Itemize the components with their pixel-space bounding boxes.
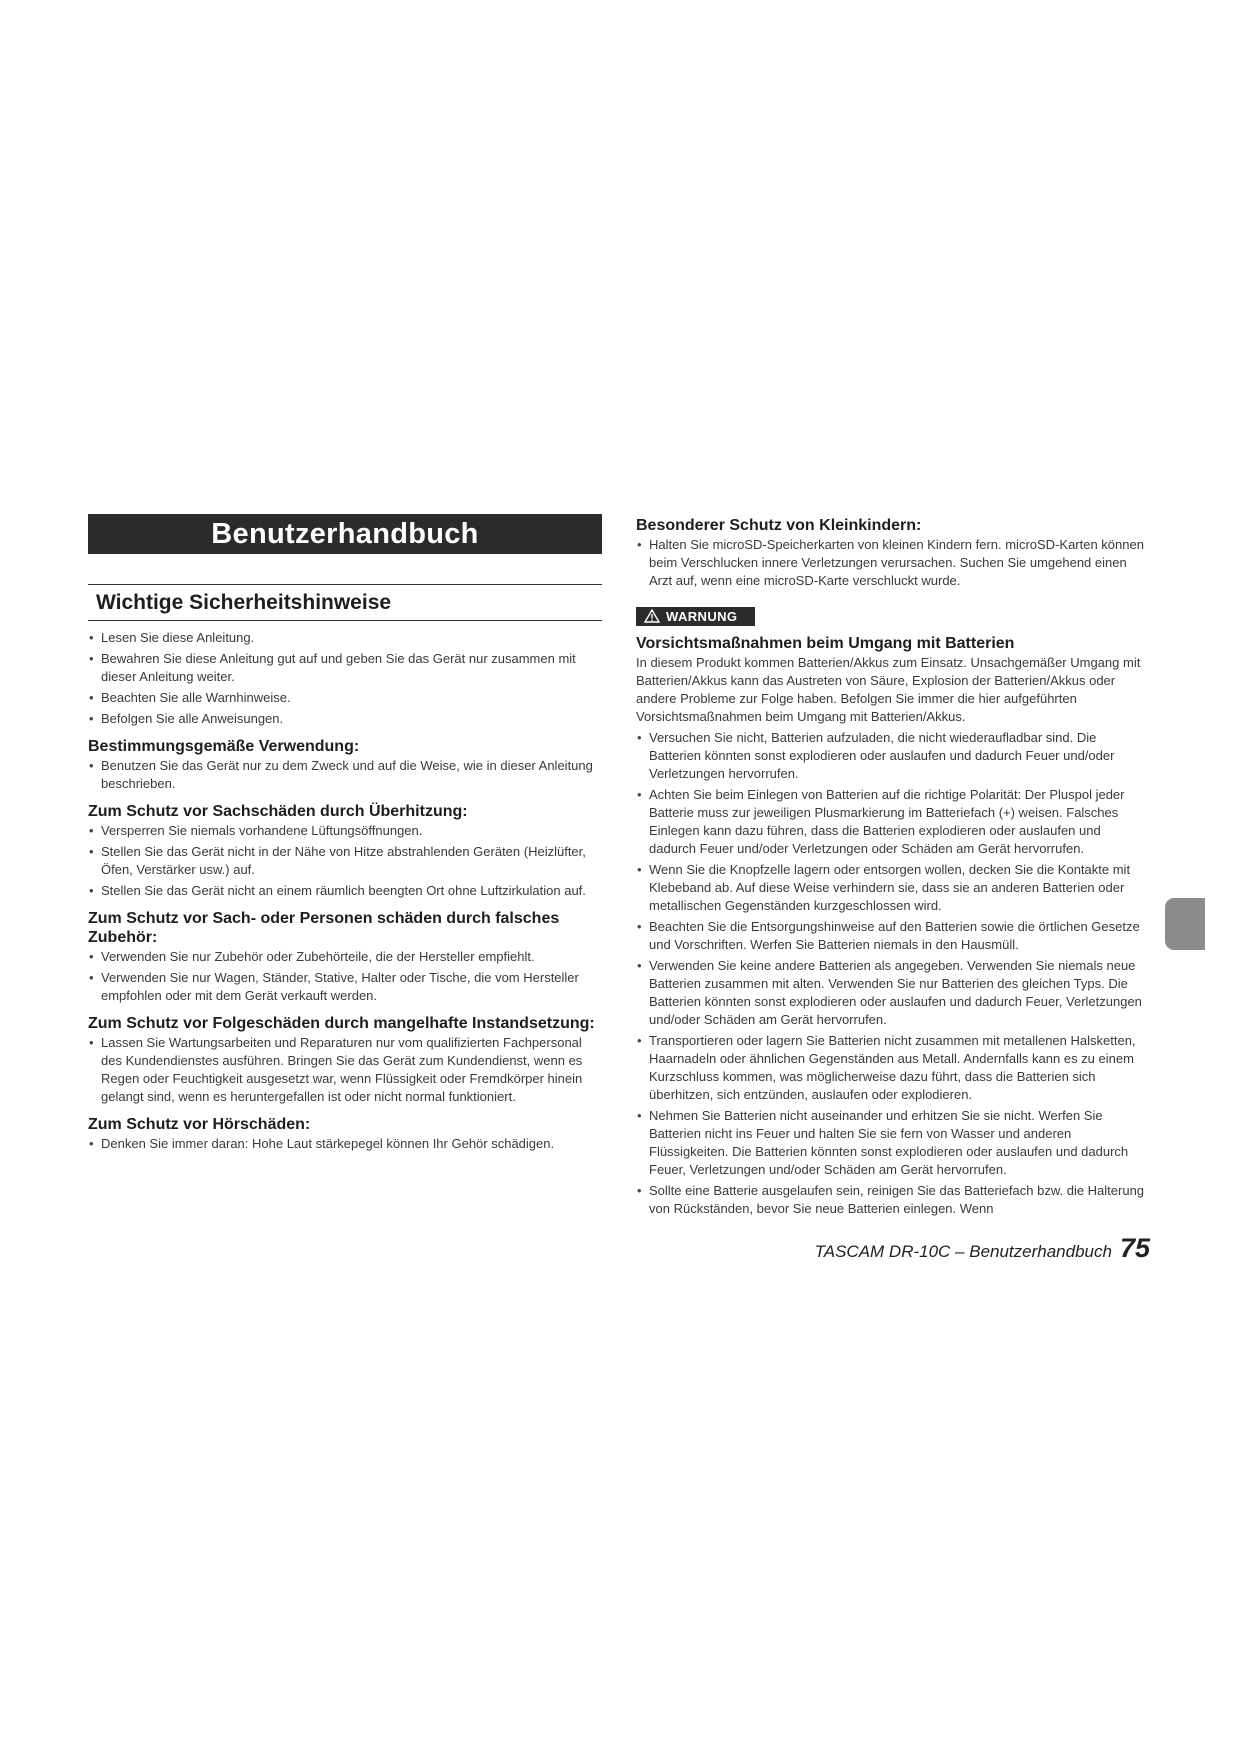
subsection-intended-use — [88, 737, 602, 793]
list-item: • Beachten Sie die Entsorgungshinweise auf den Batterien sowie die örtlichen Gesetze und Vorschriften. Werfen Sie Batterien niemals in den Hausmüll. — [636, 918, 1151, 954]
list-item: • Benutzen Sie das Gerät nur zu dem Zweck und auf die Weise, wie in dieser Anleitung beschrieben. — [88, 757, 602, 793]
subsection-accessories — [88, 909, 602, 1005]
warning-text: WARNUNG — [666, 609, 738, 624]
list-item: • Verwenden Sie nur Zubehör oder Zubehörteile, die der Hersteller empfiehlt. — [88, 948, 602, 966]
list-item: • Lesen Sie diese Anleitung. — [88, 629, 602, 647]
subsection-heading: Vorsichtsmaßnahmen beim Umgang mit Batterien — [636, 635, 1015, 652]
list-item: • Verwenden Sie keine andere Batterien als angegeben. Verwenden Sie niemals neue Batterien zusammen mit alten. Verwenden Sie nur Batterien des gleichen Typs. Die Batterien könnten sonst explodieren oder auslaufen und dadurch Feuer, Verletzungen und/oder Schäden am Gerät hervorrufen. — [636, 957, 1151, 1029]
page-footer — [636, 1233, 1150, 1264]
subsection-overheating — [88, 802, 602, 900]
subsection-repair — [88, 1014, 602, 1106]
list-item: • Denken Sie immer daran: Hohe Laut stärkepegel können Ihr Gehör schädigen. — [88, 1135, 602, 1153]
list-item: • Nehmen Sie Batterien nicht auseinander und erhitzen Sie sie nicht. Werfen Sie Batterien nicht ins Feuer und halten Sie sie fern von Wasser und anderen Flüssigkeiten. Die Batterien könnten sonst explodieren oder auslaufen und dadurch Feuer, Verletzungen und/oder Schäden am Gerät hervorrufen. — [636, 1107, 1151, 1179]
subsection-heading: Zum Schutz vor Sach- oder Personen schäden durch falsches Zubehör: — [88, 910, 560, 946]
left-column — [88, 514, 602, 1156]
list-item: • Versuchen Sie nicht, Batterien aufzuladen, die nicht wiederaufladbar sind. Die Batterien könnten sonst explodieren oder auslaufen und dadurch Feuer und/oder Verletzungen hervorrufen. — [636, 729, 1151, 783]
battery-intro: In diesem Produkt kommen Batterien/Akkus zum Einsatz. Unsachgemäßer Umgang mit Batterien/Akkus kann das Austreten von Säure, Explosion der Batterien/Akkus oder andere Probleme zur Folge haben. Befolgen Sie immer die hier aufgeführten Vorsichtsmaßnahmen beim Umgang mit Batterien/Akkus. — [636, 655, 1141, 724]
list-item: • Versperren Sie niemals vorhandene Lüftungsöffnungen. — [88, 822, 602, 840]
list-item: • Transportieren oder lagern Sie Batterien nicht zusammen mit metallenen Halsketten, Haarnadeln oder ähnlichen Gegenständen aus Metall. Andernfalls kann es zu einem Kurzschluss kommen, was möglicherweise dazu führt, dass die Batterien sich überhitzen, sich entzünden, auslaufen oder explodieren. — [636, 1032, 1151, 1104]
subsection-heading: Zum Schutz vor Folgeschäden durch mangelhafte Instandsetzung: — [88, 1015, 595, 1032]
list-item: • Befolgen Sie alle Anweisungen. — [88, 710, 602, 728]
chapter-tab — [1165, 898, 1205, 950]
list-item: • Verwenden Sie nur Wagen, Ständer, Stative, Halter oder Tische, die vom Hersteller empfohlen oder mit dem Gerät verkauft werden. — [88, 969, 602, 1005]
subsection-hearing — [88, 1115, 602, 1153]
manual-banner: Benutzerhandbuch — [88, 514, 602, 554]
subsection-heading: Zum Schutz vor Hörschäden: — [88, 1116, 311, 1133]
subsection-heading: Besonderer Schutz von Kleinkindern: — [636, 517, 922, 534]
intro-list — [88, 629, 602, 728]
section-title: Wichtige Sicherheitshinweise — [88, 584, 602, 621]
warning-label — [636, 607, 755, 626]
right-column — [636, 516, 1151, 1221]
page-number: 75 — [1119, 1233, 1150, 1263]
subsection-batteries — [636, 634, 1151, 1218]
list-item: • Sollte eine Batterie ausgelaufen sein, reinigen Sie das Batteriefach bzw. die Halterung von Rückständen, bevor Sie neue Batterien einlegen. Wenn — [636, 1182, 1151, 1218]
list-item: • Halten Sie microSD-Speicherkarten von kleinen Kindern fern. microSD-Karten können beim Verschlucken innere Verletzungen verursachen. Suchen Sie umgehend einen Arzt auf, wenn eine microSD-Karte verschluckt wurde. — [636, 536, 1151, 590]
list-item: • Wenn Sie die Knopfzelle lagern oder entsorgen wollen, decken Sie die Kontakte mit Klebeband ab. Auf diese Weise verhindern sie, dass sie an anderen Batterien oder metallischen Gegenständen kurzgeschlossen wird. — [636, 861, 1151, 915]
list-item: • Beachten Sie alle Warnhinweise. — [88, 689, 602, 707]
subsection-heading: Zum Schutz vor Sachschäden durch Überhitzung: — [88, 803, 468, 820]
warning-icon — [644, 609, 660, 623]
subsection-heading: Bestimmungsgemäße Verwendung: — [88, 738, 360, 755]
subsection-children — [636, 516, 1151, 590]
list-item: • Stellen Sie das Gerät nicht an einem räumlich beengten Ort ohne Luftzirkulation auf. — [88, 882, 602, 900]
list-item: • Lassen Sie Wartungsarbeiten und Reparaturen nur vom qualifizierten Fachpersonal des Kundendienstes ausführen. Bringen Sie das Gerät zum Kundendienst, wenn es Regen oder Feuchtigkeit ausgesetzt war, wenn Flüssigkeit oder Fremdkörper hinein gelangt sind, wenn es heruntergefallen ist oder nicht normal funktioniert. — [88, 1034, 602, 1106]
footer-text: TASCAM DR-10C – Benutzerhandbuch — [814, 1242, 1112, 1261]
list-item: • Bewahren Sie diese Anleitung gut auf und geben Sie das Gerät nur zusammen mit dieser Anleitung weiter. — [88, 650, 602, 686]
list-item: • Achten Sie beim Einlegen von Batterien auf die richtige Polarität: Der Pluspol jeder Batterie muss zur jeweiligen Plusmarkierung im Batteriefach (+) weisen. Falsches Einlegen kann dazu führen, dass die Batterien explodieren oder auslaufen und dadurch Feuer und/oder Verletzungen oder Schäden am Gerät hervorrufen. — [636, 786, 1151, 858]
list-item: • Stellen Sie das Gerät nicht in der Nähe von Hitze abstrahlenden Geräten (Heizlüfter, Öfen, Verstärker usw.) auf. — [88, 843, 602, 879]
